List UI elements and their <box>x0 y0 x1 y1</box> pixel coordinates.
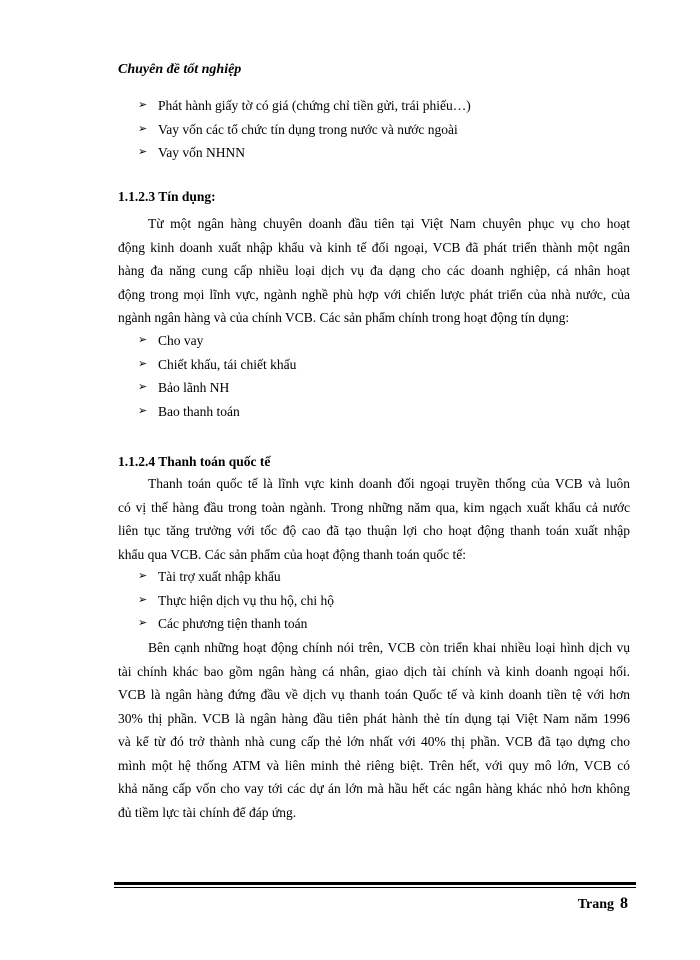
page-number: 8 <box>620 895 628 912</box>
arrow-bullet-icon: ➢ <box>138 334 148 346</box>
list-item: ➢ Cho vay <box>138 329 296 353</box>
paragraph-line: Bên cạnh những hoạt động chính nói trên, VCB còn triển khai nhiều loại hình dịch vụ <box>148 640 630 655</box>
arrow-bullet-icon: ➢ <box>138 617 148 629</box>
list-item: ➢ Tài trợ xuất nhập khẩu <box>138 565 334 589</box>
paragraph-line: mình một hệ thống ATM và liên minh thẻ riêng biệt. Trên hết, với quy mô lớn, VCB có <box>118 757 630 773</box>
funding-sources-list <box>138 94 471 165</box>
list-item: ➢ Vay vốn các tổ chức tín dụng trong nước và nước ngoài <box>138 118 471 142</box>
paragraph-line: VCB là ngân hàng đứng đầu về dịch vụ thanh toán Quốc tế và kinh doanh tiền tệ với hơn <box>118 687 630 702</box>
paragraph-line: ngành ngân hàng và của chính VCB. Các sản phẩm chính trong hoạt động tín dụng: <box>118 310 570 325</box>
paragraph-line: hàng đa năng cung cấp nhiều loại dịch vụ đa dạng cho các doanh nghiệp, cá nhân hoạt <box>118 263 630 278</box>
paragraph-line: liên tục tăng trưởng với tốc độ cao đã tạo thuận lợi cho hoạt động thanh toán xuất nhập <box>118 523 630 538</box>
paragraph-line: Từ một ngân hàng chuyên doanh đầu tiên tại Việt Nam chuyên phục vụ cho hoạt <box>148 216 630 231</box>
arrow-bullet-icon: ➢ <box>138 381 148 393</box>
list-item: ➢ Chiết khấu, tái chiết khấu <box>138 353 296 377</box>
list-item: ➢ Vay vốn NHNN <box>138 141 471 165</box>
credit-paragraph <box>118 212 630 330</box>
list-item: ➢ Bao thanh toán <box>138 400 296 424</box>
arrow-bullet-icon: ➢ <box>138 146 148 158</box>
payment-products-list <box>138 565 334 636</box>
paragraph-line: và kể từ đó trở thành nhà cung cấp thẻ lớn nhất với 40% thị phần. VCB đã tạo dựng cho <box>118 734 630 749</box>
paragraph-line: động kinh doanh xuất nhập khẩu và kinh tế đối ngoại, VCB đã phát triển thành một ngân <box>118 239 630 255</box>
arrow-bullet-icon: ➢ <box>138 99 148 111</box>
list-item: ➢ Phát hành giấy tờ có giá (chứng chỉ tiền gửi, trái phiếu…) <box>138 94 471 118</box>
international-payment-paragraph <box>118 472 630 566</box>
credit-products-list <box>138 329 296 423</box>
other-services-paragraph <box>118 636 630 824</box>
footer-rule-thin <box>114 887 636 888</box>
list-item: ➢ Thực hiện dịch vụ thu hộ, chi hộ <box>138 589 334 613</box>
paragraph-line: 30% thị phần. VCB là ngân hàng đầu tiên phát hành thẻ tín dụng tại Việt Nam năm 1996 <box>118 710 630 726</box>
document-header-title: Chuyên đề tốt nghiệp <box>118 62 242 77</box>
paragraph-line: tài chính khác bao gồm ngân hàng cá nhân, giao dịch tài chính và kinh doanh ngoại hối. <box>118 663 630 679</box>
section-heading-credit: 1.1.2.3 Tín dụng: <box>118 189 216 204</box>
arrow-bullet-icon: ➢ <box>138 570 148 582</box>
arrow-bullet-icon: ➢ <box>138 404 148 417</box>
paragraph-line: Thanh toán quốc tế là lĩnh vực kinh doanh đối ngoại truyền thống của VCB và luôn <box>148 476 630 491</box>
list-item: ➢ Các phương tiện thanh toán <box>138 612 334 636</box>
arrow-bullet-icon: ➢ <box>138 357 148 370</box>
paragraph-line: đủ tiềm lực tài chính để đáp ứng. <box>118 804 297 820</box>
arrow-bullet-icon: ➢ <box>138 593 148 606</box>
arrow-bullet-icon: ➢ <box>138 122 148 135</box>
paragraph-line: động trong mọi lĩnh vực, ngành nghề phù hợp với chiến lược phát triển của nhà nước, của <box>118 286 630 302</box>
list-item: ➢ Bảo lãnh NH <box>138 376 296 400</box>
page-footer <box>578 895 628 913</box>
paragraph-line: khẩu qua VCB. Các sản phẩm của hoạt động thanh toán quốc tế: <box>118 546 467 562</box>
footer-rule-thick <box>114 882 636 885</box>
page-label: Trang <box>577 897 614 912</box>
paragraph-line: có vị thế hàng đầu trong toàn ngành. Trong những năm qua, kim ngạch xuất khẩu cả nước <box>118 499 630 515</box>
section-heading-international-payment: 1.1.2.4 Thanh toán quốc tế <box>118 454 271 469</box>
paragraph-line: khả năng cấp vốn cho vay tới các dự án lớn mà hầu hết các ngân hàng khác nhỏ hơn không <box>118 781 630 796</box>
